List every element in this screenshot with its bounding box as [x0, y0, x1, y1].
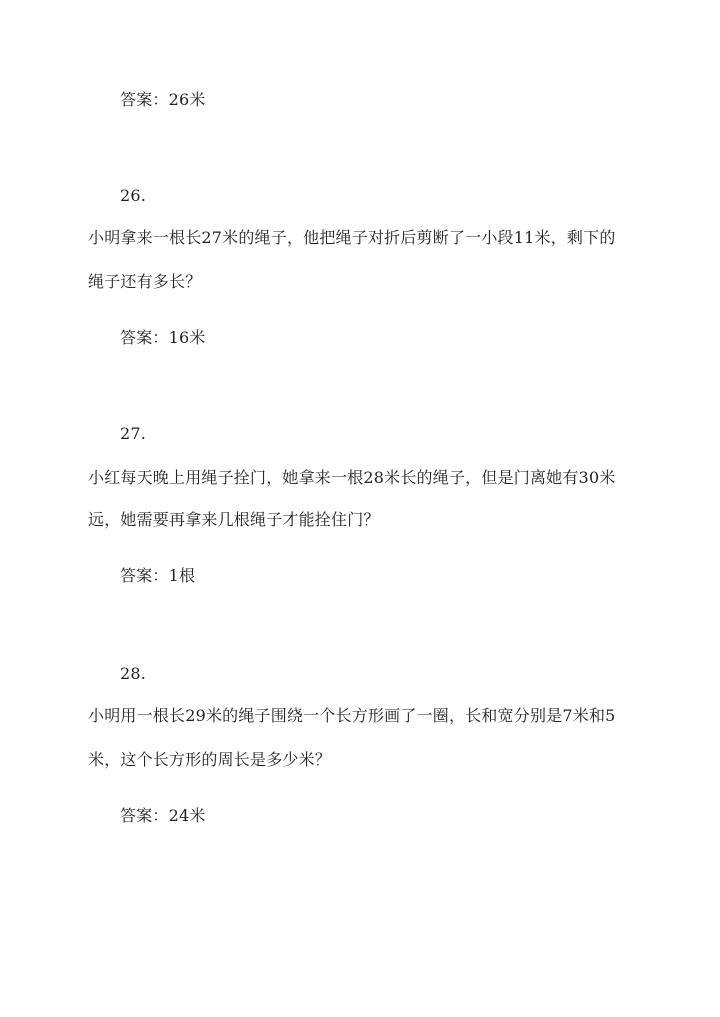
question-number-26: 26. [120, 186, 147, 205]
answer-28: 答案：24米 [120, 806, 206, 825]
question-27-line-1: 小红每天晚上用绳子拴门，她拿来一根28米长的绳子，但是门离她有30米 [88, 468, 616, 487]
question-27-line-2: 远，她需要再拿来几根绳子才能拴住门？ [88, 510, 380, 529]
question-28-line-2: 米，这个长方形的周长是多少米？ [88, 750, 332, 769]
question-28-line-1: 小明用一根长29米的绳子围绕一个长方形画了一圈，长和宽分别是7米和5 [88, 706, 616, 725]
question-number-28: 28. [120, 664, 147, 683]
question-26-line-1: 小明拿来一根长27米的绳子，他把绳子对折后剪断了一小段11米，剩下的 [88, 228, 616, 247]
answer-27: 答案：1根 [120, 566, 196, 585]
question-26-line-2: 绳子还有多长？ [88, 272, 202, 291]
answer-25: 答案：26米 [120, 90, 206, 109]
answer-26: 答案：16米 [120, 328, 206, 347]
question-number-27: 27. [120, 424, 147, 443]
